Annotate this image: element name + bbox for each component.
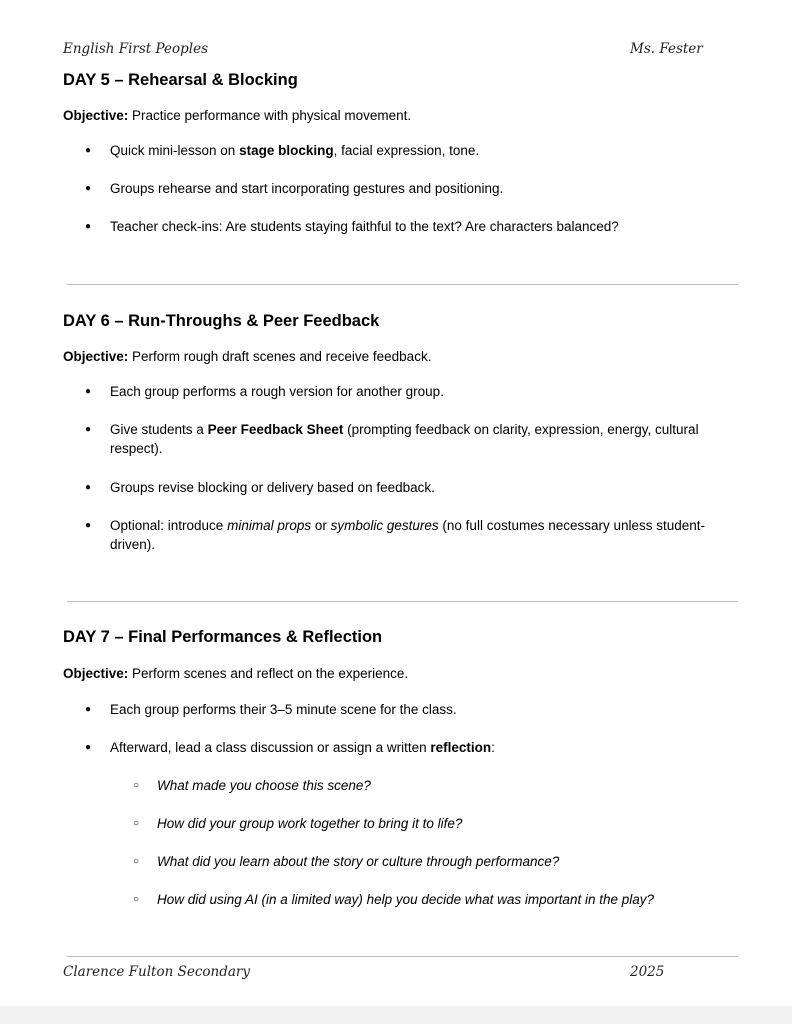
bullet-text: Optional: introduce [110,518,228,533]
day5-bullet-1 [110,141,710,160]
header-course: English First Peoples [63,41,208,57]
day6-objective [63,349,431,364]
reflection-question-1: ○ What made you choose this scene? [157,776,727,795]
day7-bullet-1: ● Each group performs their 3–5 minute scene for the class. [110,700,710,719]
objective-label: Objective: [63,349,129,364]
reflection-question-4: ○ How did using AI (in a limited way) help you decide what was important in the play? [157,890,727,909]
header-teacher: Ms. Fester [630,41,703,57]
bullet-text: Quick mini-lesson on [110,143,240,158]
objective-text: Perform rough draft scenes and receive feedback. [128,349,432,364]
bullet-bold: reflection [430,740,492,755]
objective-text: Perform scenes and reflect on the experience. [128,666,409,681]
section-divider [67,284,738,285]
bullet-italic: minimal props [227,518,312,533]
day6-bullet-4 [110,516,710,554]
bullet-text: Afterward, lead a class discussion or assign a written [110,740,431,755]
bullet-text: Give students a [110,422,208,437]
bullet-italic: symbolic gestures [330,518,439,533]
footer-school: Clarence Fulton Secondary [63,964,250,980]
day6-title: DAY 6 – Run-Throughs & Peer Feedback [63,312,380,330]
day5-bullet-2: ● Groups rehearse and start incorporating gestures and positioning. [110,179,710,198]
day7-bullet-2 [110,738,710,757]
day5-bullet-3: ● Teacher check-ins: Are students staying faithful to the text? Are characters balanced? [110,217,710,236]
day7-objective [63,666,408,681]
bullet-bold: Peer Feedback Sheet [207,422,344,437]
bullet-text: (prompting feedback on clarity, expression, energy, cultural respect). [110,422,699,456]
day5-objective [63,108,411,123]
bullet-text: , facial expression, tone. [333,143,480,158]
objective-label: Objective: [63,666,129,681]
reflection-question-3: ○ What did you learn about the story or culture through performance? [157,852,727,871]
footer-divider [67,956,738,957]
bullet-text: or [311,518,331,533]
reflection-question-2: ○ How did your group work together to bring it to life? [157,814,727,833]
bullet-text: : [491,740,495,755]
day6-bullet-2 [110,420,710,458]
section-divider [67,601,738,602]
day7-title: DAY 7 – Final Performances & Reflection [63,628,383,646]
bullet-bold: stage blocking [239,143,334,158]
objective-text: Practice performance with physical movement. [128,108,412,123]
objective-label: Objective: [63,108,129,123]
bullet-text: (no full costumes necessary unless student-driven). [110,518,706,552]
day5-title: DAY 5 – Rehearsal & Blocking [63,71,298,89]
footer-year: 2025 [630,964,665,980]
day6-bullet-1: ● Each group performs a rough version for another group. [110,382,710,401]
day6-bullet-3: ● Groups revise blocking or delivery based on feedback. [110,478,710,497]
